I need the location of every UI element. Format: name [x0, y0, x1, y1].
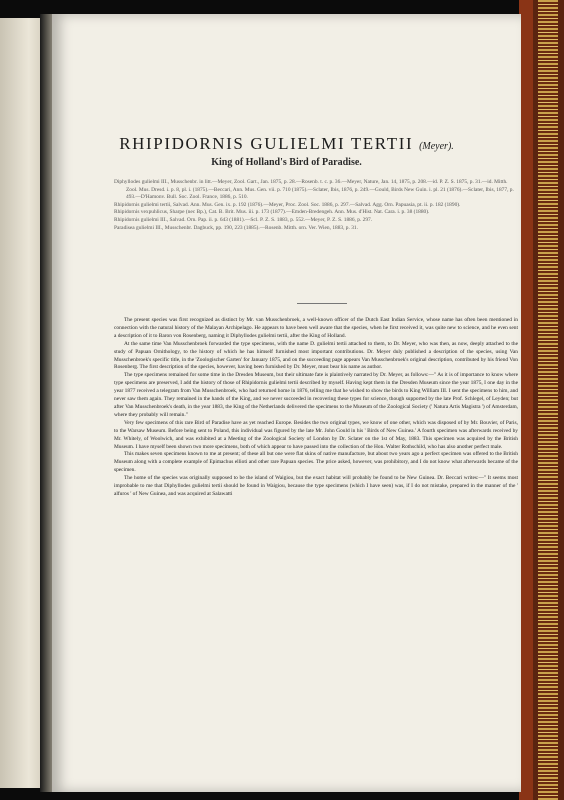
common-name: King of Holland's Bird of Paradise.	[211, 157, 362, 168]
synonym-entry: Rhipidornis gulielmi III., Salvad. Orn. Pap. ii. p. 643 (1881).—Scl. P. Z. S. 1883, p. 552.—Meyer, P. Z. S. 1886, p. 297.	[114, 216, 373, 223]
binding-edge	[519, 0, 533, 800]
page-title	[52, 134, 521, 154]
synonym-entry: Rhipidornis gulielmi tertii, Salvad. Ann. Mus. Gen. ix. p. 192 (1876).—Meyer, Proc. Zool. Soc. 1886, p. 297.—Salvad. Agg. Orn. Papuasia, pt. ii. p. 182 (1890).	[114, 201, 461, 208]
gilt-page-edge	[538, 0, 558, 800]
species-author: (Meyer).	[419, 141, 454, 152]
paragraph: This makes seven specimens known to me at present; of these all but one were flat skins of native manufacture, but about two years ago a perfect specimen was offered to the British Museum along with a complete example of Epimachus ellioti and other rare Papuan species. The price asked, however, was prohibitory, and I do not know what afterwards became of the specimen.	[114, 451, 518, 474]
body-text	[114, 317, 518, 499]
paragraph: Very few specimens of this rare Bird of Paradise have as yet reached Europe. Besides the two original types, we know of one other, which was disposed of by Mr. Bouvier, of Paris, to the Warsaw Museum. Before being sent to Poland, this individual was figured by the late Mr. John Gould in his ' Birds of New Guinea.' A fourth specimen was afterwards received by Mr. Whitely, of Woolwich, and was exhibited at a Meeting of the Zoological Society of London by Dr. Sclater on the 1st of May, 1883. This specimen was acquired by the British Museum. I have myself been shown two more specimens, both of which appear to have passed into the collection of the Hon. Walter Rothschild, who has also another perfect male.	[114, 419, 518, 450]
paragraph: The present species was first recognized as distinct by Mr. van Musschenbroek, a well-known officer of the Dutch East Indian Service, whose name has often been mentioned in connection with the natural history of the Malayan Archipelago. He appears to have been well aware that the species, when he first received it, was quite new to science, and he even sent a description of it to Baron von Rosenberg, naming it Diphyllodes gulielmi tertii, after the King of Holland.	[114, 317, 518, 339]
paragraph: At the same time Van Musschenbroek forwarded the type specimens, with the name D. gulielmi tertii attached to them, to Dr. Meyer, who was then, as now, deeply attached to the study of Papuan Ornithology, to the history of which he has himself furnished most important contributions. Dr. Meyer duly published a description of the species, using Van Musschenbroek's specific title, in the 'Zoologischer Garten' for January 1875, and on the succeeding page appears Van Musschenbroek's original description, contributed by his friend Von Rosenberg. The first description of the species, however, having been furnished by Dr. Meyer, must bear his name as author.	[114, 340, 518, 371]
synonym-entry: Rhipidornis vexpuhlicus, Sharpe (nec Bp.), Cat. B. Brit. Mus. iii. p. 173 (1877).—Emden-Bredengeh. Ann. Mus. d'Hist. Nat. Cara. i. p. 38 (1880).	[114, 209, 430, 216]
synonymy-list	[114, 179, 518, 232]
synonym-entry: Diphyllodes gulielmi III., Musschenbr. in litt.—Meyer, Zool. Gart., Jan. 1875, p. 28.—Rosenb. t. c. p. 36.—Meyer, Nature, Jan. 14, 1875, p. 208.—id. P. Z. S. 1875, p. 31.—id. Mitth. Zool. Mus. Dresd. i. p. 8, pl. i. (1875).—Beccari, Ann. Mus. Gen. vii. p. 710 (1875).—Sclater, Ibis, 1876, p. 249.—Gould, Birds New Guin. i. pl. 21 (1876).—Sclater, Ibis, 1877, p. 493.—D'Hamonv. Bull. Soc. Zool. France, 1886, p. 510.	[114, 179, 514, 201]
section-divider	[297, 303, 347, 304]
paragraph: The type specimens remained for some time in the Dresden Museum, but their ultimate fate is plaintively narrated by Dr. Meyer, as follows:—" As it is of importance to know where type specimens are preserved, I add the history of those of Rhipidornis gulielmi tertii described by myself. Having kept them in the Dresden Museum since the year 1875, I one day in the year 1877 received a telegram from Van Musschenbroek, who had returned home in 1876, telling me that he wished to show the birds to King William III. I sent the specimens to him, and never saw them again. They remained in the hands of the King, and we never succeeded in recovering these types for science, though supported by the late Prof. Schlegel, of Leyden; but after Van Musschenbroek's death, in the year 1883, the King of the Netherlands delivered the specimens to the Museum of the Zoological Society (' Natura Artis Magistra ') of Amsterdam, where they probably will remain."	[114, 372, 519, 418]
book-page	[52, 14, 521, 792]
paragraph: The home of the species was originally supposed to be the island of Waigiou, but the exact habitat will probably be found to be New Guinea. Dr. Beccari writes:—" It seems most improbable to me that Diphyllodes gulielmi tertii should be found in Waigiou, because the type specimens (which I have seen) was, if I do not mistake, prepared in the manner of the ' alfuros ' of New Guinea, and was acquired at Salawatti	[114, 475, 518, 497]
synonym-entry: Paradisea gulielmi III., Musschenbr. Dagbuck, pp. 190, 223 (1885).—Rosenb. Mitth. orn. Ver. Wien, 1883, p. 31.	[114, 224, 358, 231]
species-name: RHIPIDORNIS GULIELMI TERTII	[119, 134, 414, 153]
